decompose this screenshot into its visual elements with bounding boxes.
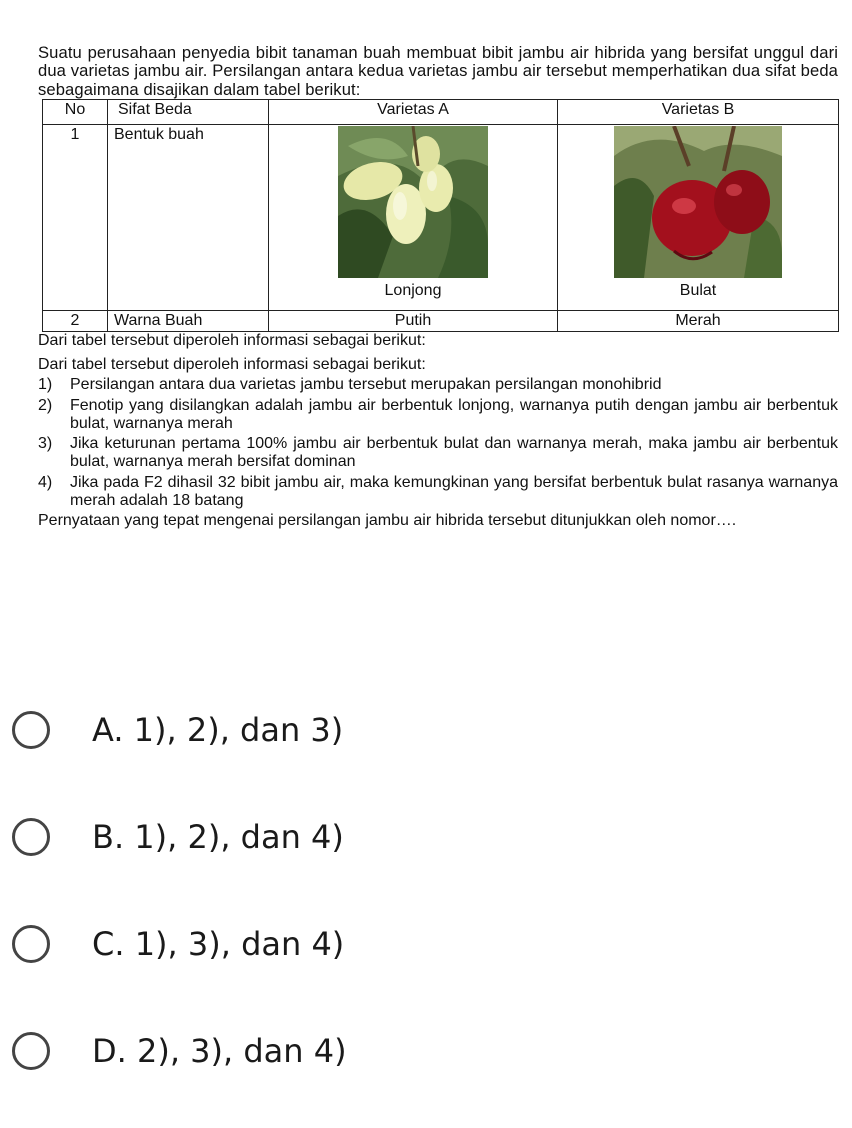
list-item: [38, 376, 838, 394]
option-label[interactable]: C. 1), 3), dan 4): [92, 925, 345, 963]
option-d[interactable]: [10, 1021, 810, 1081]
statement-text: Jika keturunan pertama 100% jambu air berbentuk bulat dan warnanya merah, maka jambu air berbentuk bulat, warnanya merah bersifat dominan: [70, 435, 838, 471]
row-number: 1: [43, 125, 108, 311]
statement-number: 4): [38, 473, 53, 491]
white-elongated-rose-apple-photo: [338, 126, 488, 278]
list-item: [38, 474, 838, 511]
variety-a-cell: [269, 125, 558, 311]
option-label[interactable]: D. 2), 3), dan 4): [92, 1032, 347, 1070]
info-heading: Dari tabel tersebut diperoleh informasi sebagai berikut:: [38, 356, 426, 374]
variety-b-color: Merah: [558, 311, 839, 332]
radio-button-icon[interactable]: [12, 711, 50, 749]
row-trait: Bentuk buah: [108, 125, 269, 311]
info-heading-repeat: Dari tabel tersebut diperoleh informasi sebagai berikut:: [38, 332, 426, 350]
statement-number: 2): [38, 396, 53, 414]
table-header-row: [43, 100, 839, 125]
table-row: [43, 125, 839, 311]
statement-number: 1): [38, 376, 53, 394]
variety-b-shape: Bulat: [679, 282, 717, 300]
option-c[interactable]: [10, 914, 810, 974]
statement-list: [38, 376, 838, 510]
question-prompt: Pernyataan yang tepat mengenai persilangan jambu air hibrida tersebut ditunjukkan oleh nomor….: [38, 512, 737, 530]
header-no: No: [43, 100, 108, 125]
statement-text: Fenotip yang disilangkan adalah jambu air berbentuk lonjong, warnanya putih dengan jambu air berbentuk bulat, warnanya merah: [70, 396, 838, 432]
header-variety-a: Varietas A: [269, 100, 558, 125]
statement-text: Jika pada F2 dihasil 32 bibit jambu air, maka kemungkinan yang bersifat berbentuk bulat rasanya warnanya merah adalah 18 batang: [70, 473, 838, 509]
row-trait: Warna Buah: [108, 311, 269, 332]
variety-a-shape: Lonjong: [384, 282, 442, 300]
row-number: 2: [43, 311, 108, 332]
option-label[interactable]: A. 1), 2), dan 3): [92, 711, 344, 749]
list-item: [38, 397, 838, 434]
header-variety-b: Varietas B: [558, 100, 839, 125]
radio-button-icon[interactable]: [12, 1032, 50, 1070]
question-intro: Suatu perusahaan penyedia bibit tanaman buah membuat bibit jambu air hibrida yang bersifat unggul dari dua varietas jambu air. Persilangan antara kedua varietas jambu air tersebut memperhatikan dua sifat beda sebagaimana disajikan dalam tabel berikut:: [38, 43, 838, 99]
answer-options: [10, 700, 810, 1128]
list-item: [38, 435, 838, 472]
red-round-rose-apple-photo: [614, 126, 782, 278]
statement-number: 3): [38, 435, 53, 453]
radio-button-icon[interactable]: [12, 925, 50, 963]
question-image: [38, 44, 838, 531]
varieties-table: [42, 99, 839, 332]
header-trait: Sifat Beda: [108, 100, 269, 125]
radio-button-icon[interactable]: [12, 818, 50, 856]
variety-b-cell: [558, 125, 839, 311]
statement-text: Persilangan antara dua varietas jambu tersebut merupakan persilangan monohibrid: [70, 376, 662, 394]
option-label[interactable]: B. 1), 2), dan 4): [92, 818, 344, 856]
variety-a-color: Putih: [269, 311, 558, 332]
table-row: [43, 311, 839, 332]
option-b[interactable]: [10, 807, 810, 867]
option-a[interactable]: [10, 700, 810, 760]
